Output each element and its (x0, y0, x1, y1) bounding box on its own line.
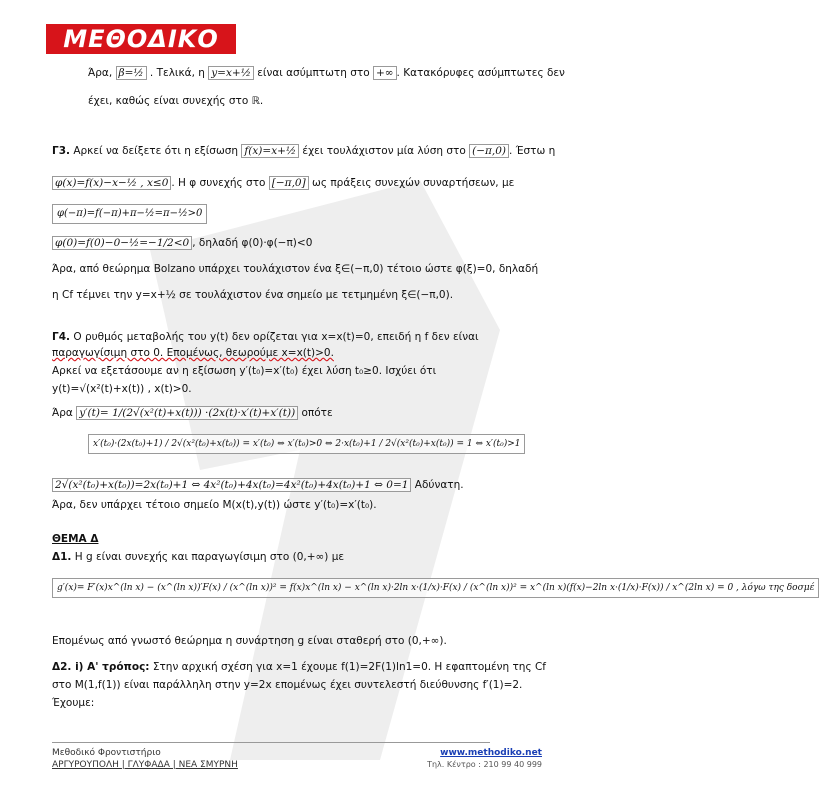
text-line: Γ3. Αρκεί να δείξετε ότι η εξίσωση f(x)=x+½ έχει τουλάχιστον μία λύση στο (−π,0) . Έστω η (52, 145, 556, 157)
text-line: Άρα, β=½ . Τελικά, η y=x+½ είναι ασύμπτωτη στο +∞ . Κατακόρυφες ασύμπτωτες δεν (88, 67, 565, 79)
text-line: y(t)=√(x²(t)+x(t)) , x(t)>0. (52, 383, 192, 395)
text-line: στο M(1,f(1)) είναι παράλληλη στην y=2x επομένως έχει συντελεστή διεύθυνσης f′(1)=2. (52, 679, 523, 691)
text-line: έχει, καθώς είναι συνεχής στο ℝ. (88, 95, 264, 107)
text-line: Έχουμε: (52, 697, 95, 709)
text-line: Άρα, δεν υπάρχει τέτοιο σημείο M(x(t),y(t)) ώστε y′(t₀)=x′(t₀). (52, 499, 377, 511)
text-line: φ(0)=f(0)−0−½=−1/2<0 , δηλαδή φ(0)·φ(−π)<0 (52, 236, 312, 250)
text-line: η Cf τέμνει την y=x+½ σε τουλάχιστον ένα σημείο με τετμημένη ξ∈(−π,0). (52, 289, 454, 301)
text-line: Αρκεί να εξετάσουμε αν η εξίσωση y′(t₀)=x′(t₀) έχει λύση t₀≥0. Ισχύει ότι (52, 365, 437, 377)
equation-box: φ(−π)=f(−π)+π−½=π−½>0 (52, 204, 207, 224)
footer-divider (52, 742, 490, 743)
text-line: Δ1. Η g είναι συνεχής και παραγωγίσιμη στο (0,+∞) με (52, 551, 345, 563)
footer-branches: ΑΡΓΥΡΟΥΠΟΛΗ | ΓΛΥΦΑΔΑ | ΝΕΑ ΣΜΥΡΝΗ (52, 760, 238, 770)
text-line: Άρα, από θεώρημα Bolzano υπάρχει τουλάχιστον ένα ξ∈(−π,0) τέτοιο ώστε φ(ξ)=0, δηλαδή (52, 263, 539, 275)
footer-phone: Τηλ. Κέντρο : 210 99 40 999 (427, 760, 542, 769)
text-line: Επομένως από γνωστό θεώρημα η συνάρτηση g είναι σταθερή στο (0,+∞). (52, 635, 447, 647)
text-line: Άρα y′(t)= 1/(2√(x²(t)+x(t))) ·(2x(t)·x′(t)+x′(t)) οπότε (52, 407, 333, 419)
equation-box: x′(t₀)·(2x(t₀)+1) / 2√(x²(t₀)+x(t₀)) = x′(t₀) ⇔ x′(t₀)>0 ⇔ 2·x(t₀)+1 / 2√(x²(t₀)+x(t₀)) = 1 ⇔ x′(t₀)>1 (88, 434, 525, 454)
footer-url-link[interactable]: www.methodiko.net (440, 748, 542, 758)
text-line: παραγωγίσιμη στο 0. Επομένως, θεωρούμε x=x(t)>0. (52, 347, 334, 359)
text-line: Γ4. Ο ρυθμός μεταβολής του y(t) δεν ορίζεται για x=x(t)=0, επειδή η f δεν είναι (52, 331, 479, 343)
text-line: φ(x)=f(x)−x−½ , x≤0 . Η φ συνεχής στο [−π,0] ως πράξεις συνεχών συναρτήσεων, με (52, 176, 514, 190)
text-line: Δ2. i) Α' τρόπος: Στην αρχική σχέση για x=1 έχουμε f(1)=2F(1)ln1=0. Η εφαπτομένη της Cf (52, 661, 546, 673)
section-title: ΘΕΜΑ Δ (52, 533, 99, 545)
brand-logo: ΜΕΘΟΔΙΚΟ (46, 24, 236, 54)
text-line: 2√(x²(t₀)+x(t₀))=2x(t₀)+1 ⇔ 4x²(t₀)+4x(t₀)=4x²(t₀)+4x(t₀)+1 ⇔ 0=1 Αδύνατη. (52, 478, 464, 492)
equation-box: g′(x)= F′(x)x^(ln x) − (x^(ln x))′F(x) / (x^(ln x))² = f(x)x^(ln x) − x^(ln x)·2ln x·(1/x)·F(x) / (x^(ln x))² = x^(ln x)(f(x)−2ln x·(1/x)·F(x)) / x^(2ln x) = 0 , λόγω της δοσμέ (52, 578, 819, 598)
footer-org: Μεθοδικό Φροντιστήριο (52, 748, 161, 758)
